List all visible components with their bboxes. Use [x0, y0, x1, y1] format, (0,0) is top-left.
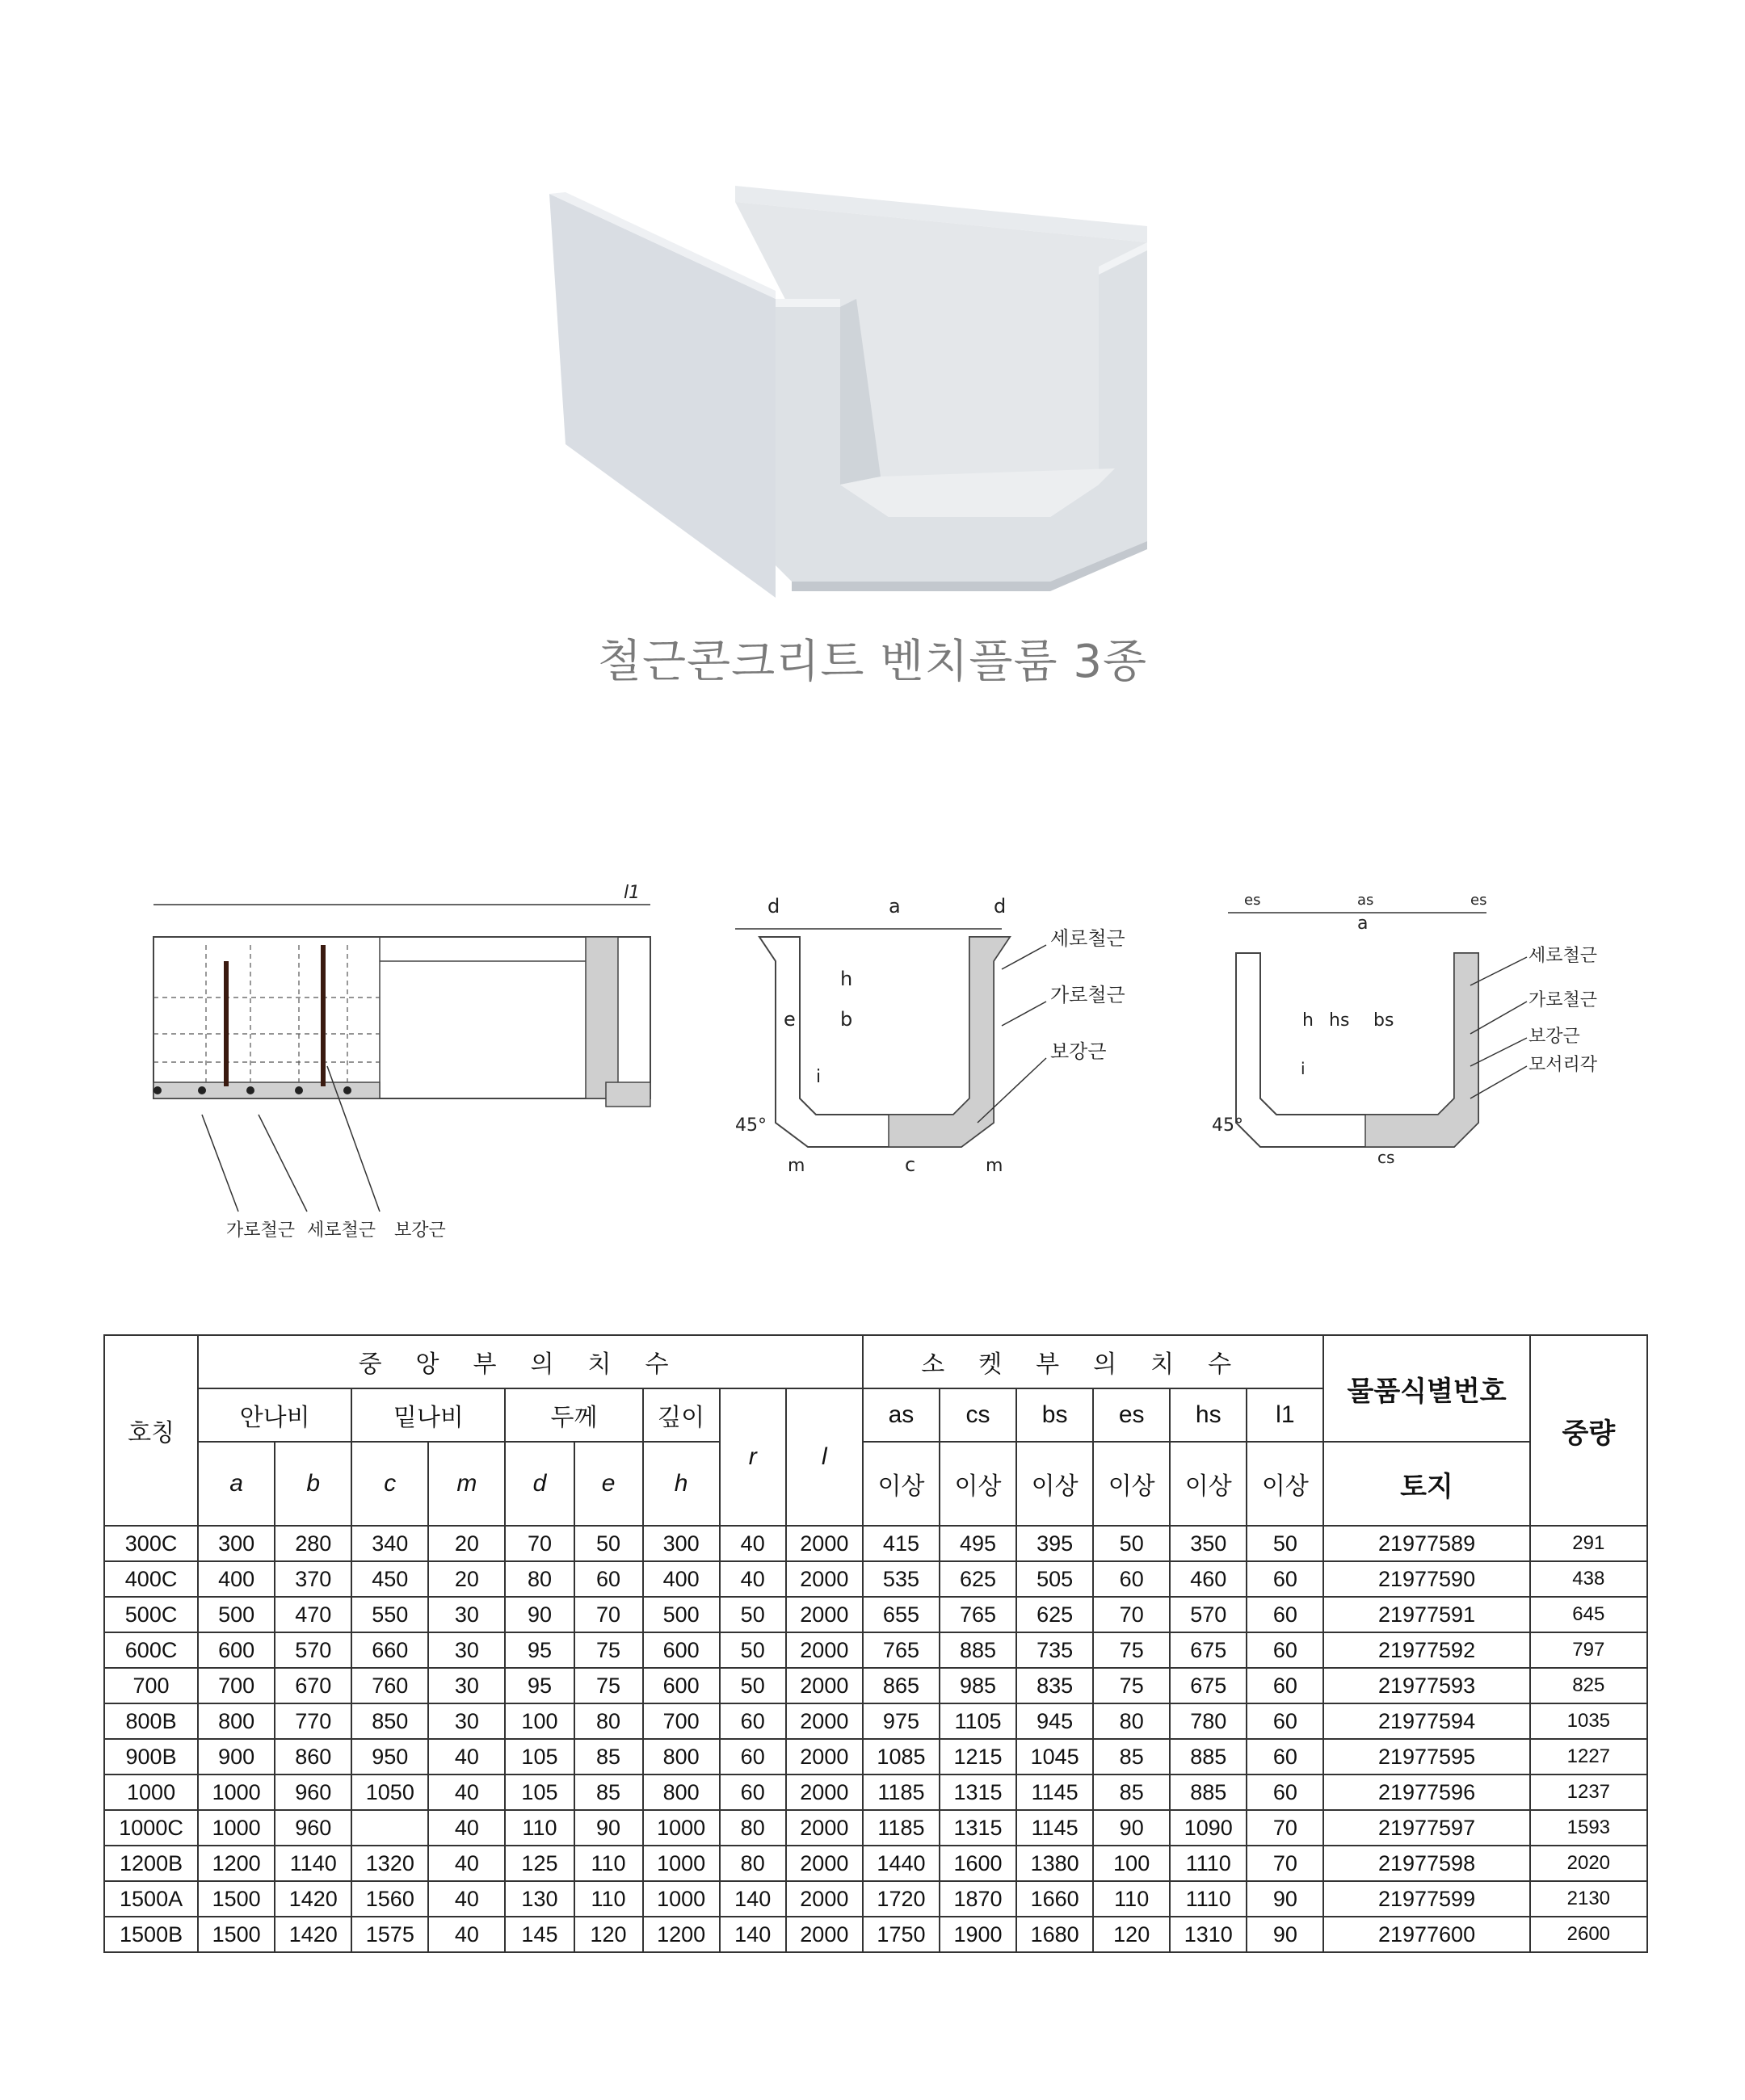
table-cell: 80: [720, 1846, 786, 1881]
table-row: [104, 1846, 1647, 1881]
row-weight-cell: 438: [1530, 1561, 1647, 1597]
table-cell: 40: [428, 1774, 505, 1810]
header-sym-m: m: [428, 1442, 505, 1526]
table-row: [104, 1774, 1647, 1810]
row-name-cell: 400C: [104, 1561, 198, 1597]
header-socket-as: as: [863, 1388, 940, 1442]
dim-m-left: m: [788, 1156, 805, 1176]
table-cell: 885: [940, 1632, 1016, 1668]
row-weight-cell: 645: [1530, 1597, 1647, 1632]
header-l: l: [786, 1388, 863, 1526]
product-caption: 철근콘크리트 벤치플룸 3종: [597, 636, 1148, 688]
table-cell: 21977592: [1323, 1632, 1529, 1668]
table-cell: 30: [428, 1703, 505, 1739]
table-cell: 535: [863, 1561, 940, 1597]
table-cell: 60: [1247, 1774, 1323, 1810]
table-cell: 1090: [1170, 1810, 1247, 1846]
header-bottom-width: 밑나비: [351, 1388, 505, 1442]
table-cell: 70: [505, 1526, 574, 1561]
dim-l1-label: l1: [624, 883, 641, 903]
table-cell: 1720: [863, 1881, 940, 1917]
table-cell: 40: [428, 1846, 505, 1881]
dim-b: b: [840, 1008, 853, 1031]
angle-label: 45°: [735, 1115, 767, 1136]
row-name-cell: 1200B: [104, 1846, 198, 1881]
table-cell: 30: [428, 1632, 505, 1668]
row-name-cell: 1500B: [104, 1917, 198, 1952]
header-sym-d: d: [505, 1442, 574, 1526]
callout-corner-angle: 모서리각: [1528, 1055, 1598, 1075]
header-min: 이상: [1247, 1442, 1323, 1526]
dim-i: i: [1301, 1059, 1306, 1078]
row-weight-cell: 1035: [1530, 1703, 1647, 1739]
callout-vertical-bar: 세로철근: [1528, 946, 1598, 966]
table-cell: 1110: [1170, 1881, 1247, 1917]
table-cell: 655: [863, 1597, 940, 1632]
row-weight-cell: 2600: [1530, 1917, 1647, 1952]
table-cell: 21977598: [1323, 1846, 1529, 1881]
row-weight-cell: 797: [1530, 1632, 1647, 1668]
header-r: r: [720, 1388, 786, 1526]
table-cell: 95: [505, 1668, 574, 1703]
table-cell: 70: [1247, 1810, 1323, 1846]
table-cell: 40: [428, 1917, 505, 1952]
header-sym-a: a: [198, 1442, 275, 1526]
table-cell: 70: [574, 1597, 643, 1632]
dim-bs: bs: [1373, 1010, 1394, 1031]
callout-horizontal-bar: 가로철근: [1528, 990, 1598, 1010]
table-cell: 1185: [863, 1774, 940, 1810]
table-cell: 340: [351, 1526, 428, 1561]
dim-es-right: es: [1470, 892, 1487, 909]
table-cell: 500: [643, 1597, 720, 1632]
table-cell: 460: [1170, 1561, 1247, 1597]
table-cell: 21977597: [1323, 1810, 1529, 1846]
table-cell: 30: [428, 1668, 505, 1703]
table-cell: 110: [574, 1881, 643, 1917]
header-sym-c: c: [351, 1442, 428, 1526]
table-row: [104, 1703, 1647, 1739]
dim-c: c: [905, 1153, 916, 1176]
table-cell: 780: [1170, 1703, 1247, 1739]
table-cell: 1320: [351, 1846, 428, 1881]
table-cell: 975: [863, 1703, 940, 1739]
table-cell: 2000: [786, 1668, 863, 1703]
table-cell: 675: [1170, 1668, 1247, 1703]
table-cell: 80: [574, 1703, 643, 1739]
table-cell: 1000: [198, 1810, 275, 1846]
table-row: [104, 1810, 1647, 1846]
header-sym-h: h: [643, 1442, 720, 1526]
row-name-cell: 1000C: [104, 1810, 198, 1846]
header-socket-cs: cs: [940, 1388, 1016, 1442]
dim-cs: cs: [1377, 1148, 1395, 1167]
table-cell: 1600: [940, 1846, 1016, 1881]
table-cell: 500: [198, 1597, 275, 1632]
row-name-cell: 500C: [104, 1597, 198, 1632]
dim-m-right: m: [986, 1156, 1003, 1176]
header-sym-e: e: [574, 1442, 643, 1526]
dim-es-left: es: [1244, 892, 1261, 909]
header-weight: 중량: [1530, 1335, 1647, 1526]
table-cell: 21977593: [1323, 1668, 1529, 1703]
table-cell: 1000: [643, 1881, 720, 1917]
dim-as: as: [1357, 892, 1374, 909]
row-name-cell: 1500A: [104, 1881, 198, 1917]
table-cell: 60: [574, 1561, 643, 1597]
table-cell: 90: [574, 1810, 643, 1846]
table-cell: 1110: [1170, 1846, 1247, 1881]
table-cell: 50: [720, 1632, 786, 1668]
dim-h: h: [1302, 1010, 1314, 1031]
table-cell: 60: [1093, 1561, 1170, 1597]
table-cell: 90: [1247, 1881, 1323, 1917]
longitudinal-section-diagram: [145, 880, 662, 1252]
table-row: [104, 1739, 1647, 1774]
header-thickness: 두께: [505, 1388, 642, 1442]
header-min: 이상: [1093, 1442, 1170, 1526]
table-cell: 300: [643, 1526, 720, 1561]
table-cell: 765: [863, 1632, 940, 1668]
table-cell: 400: [643, 1561, 720, 1597]
table-cell: 735: [1016, 1632, 1093, 1668]
header-min: 이상: [863, 1442, 940, 1526]
table-cell: 1145: [1016, 1810, 1093, 1846]
table-cell: 2000: [786, 1881, 863, 1917]
table-cell: 570: [275, 1632, 351, 1668]
table-cell: 20: [428, 1526, 505, 1561]
table-cell: 950: [351, 1739, 428, 1774]
header-central: 중앙부의치수: [198, 1335, 863, 1388]
table-cell: 85: [1093, 1739, 1170, 1774]
header-min: 이상: [1170, 1442, 1247, 1526]
table-cell: 760: [351, 1668, 428, 1703]
table-cell: 75: [574, 1668, 643, 1703]
table-cell: [351, 1810, 428, 1846]
table-cell: 1315: [940, 1774, 1016, 1810]
table-cell: 400: [198, 1561, 275, 1597]
table-cell: 300: [198, 1526, 275, 1561]
table-row: [104, 1597, 1647, 1632]
row-weight-cell: 1237: [1530, 1774, 1647, 1810]
table-cell: 885: [1170, 1774, 1247, 1810]
table-body: [104, 1526, 1647, 1952]
header-socket-bs: bs: [1016, 1388, 1093, 1442]
table-row: [104, 1668, 1647, 1703]
table-cell: 1380: [1016, 1846, 1093, 1881]
table-cell: 110: [1093, 1881, 1170, 1917]
table-cell: 1050: [351, 1774, 428, 1810]
table-cell: 40: [720, 1526, 786, 1561]
table-row: [104, 1561, 1647, 1597]
table-cell: 2000: [786, 1810, 863, 1846]
table-cell: 70: [1247, 1846, 1323, 1881]
table-cell: 70: [1093, 1597, 1170, 1632]
table-cell: 85: [574, 1774, 643, 1810]
table-cell: 800: [643, 1774, 720, 1810]
table-cell: 2000: [786, 1739, 863, 1774]
table-cell: 1200: [643, 1917, 720, 1952]
table-cell: 2000: [786, 1597, 863, 1632]
callout-reinforcement: 보강근: [1528, 1027, 1580, 1047]
table-cell: 140: [720, 1881, 786, 1917]
table-cell: 960: [275, 1774, 351, 1810]
table-cell: 660: [351, 1632, 428, 1668]
table-cell: 21977600: [1323, 1917, 1529, 1952]
table-cell: 2000: [786, 1917, 863, 1952]
table-cell: 21977591: [1323, 1597, 1529, 1632]
table-cell: 40: [428, 1739, 505, 1774]
header-soil: 토지: [1323, 1442, 1529, 1526]
table-cell: 2000: [786, 1703, 863, 1739]
table-cell: 20: [428, 1561, 505, 1597]
table-cell: 2000: [786, 1774, 863, 1810]
table-cell: 60: [720, 1774, 786, 1810]
header-socket-hs: hs: [1170, 1388, 1247, 1442]
table-cell: 1870: [940, 1881, 1016, 1917]
table-cell: 21977590: [1323, 1561, 1529, 1597]
table-cell: 885: [1170, 1739, 1247, 1774]
table-cell: 470: [275, 1597, 351, 1632]
table-cell: 1900: [940, 1917, 1016, 1952]
row-name-cell: 300C: [104, 1526, 198, 1561]
table-cell: 21977589: [1323, 1526, 1529, 1561]
table-cell: 850: [351, 1703, 428, 1739]
table-cell: 90: [505, 1597, 574, 1632]
table-cell: 90: [1247, 1917, 1323, 1952]
table-cell: 21977595: [1323, 1739, 1529, 1774]
table-cell: 415: [863, 1526, 940, 1561]
table-cell: 50: [720, 1668, 786, 1703]
header-socket-l1: l1: [1247, 1388, 1323, 1442]
header-sym-b: b: [275, 1442, 351, 1526]
table-cell: 80: [505, 1561, 574, 1597]
table-cell: 1085: [863, 1739, 940, 1774]
table-cell: 395: [1016, 1526, 1093, 1561]
table-cell: 600: [643, 1632, 720, 1668]
table-cell: 600: [198, 1632, 275, 1668]
row-name-cell: 800B: [104, 1703, 198, 1739]
header-depth: 깊이: [643, 1388, 720, 1442]
table-cell: 945: [1016, 1703, 1093, 1739]
table-cell: 280: [275, 1526, 351, 1561]
table-cell: 670: [275, 1668, 351, 1703]
callout-vertical-bar: 세로철근: [307, 1220, 376, 1241]
table-cell: 60: [720, 1739, 786, 1774]
table-cell: 350: [1170, 1526, 1247, 1561]
row-weight-cell: 291: [1530, 1526, 1647, 1561]
header-idno: 물품식별번호: [1323, 1335, 1529, 1442]
table-row: [104, 1917, 1647, 1952]
table-cell: 60: [1247, 1668, 1323, 1703]
table-cell: 1000: [198, 1774, 275, 1810]
table-cell: 2000: [786, 1561, 863, 1597]
table-cell: 50: [720, 1597, 786, 1632]
table-cell: 505: [1016, 1561, 1093, 1597]
table-cell: 960: [275, 1810, 351, 1846]
callout-horizontal-bar: 가로철근: [1050, 984, 1125, 1006]
dim-h: h: [840, 968, 853, 990]
table-cell: 75: [1093, 1632, 1170, 1668]
table-cell: 900: [198, 1739, 275, 1774]
table-row: [104, 1526, 1647, 1561]
table-cell: 770: [275, 1703, 351, 1739]
table-cell: 40: [428, 1810, 505, 1846]
table-cell: 570: [1170, 1597, 1247, 1632]
table-cell: 600: [643, 1668, 720, 1703]
table-cell: 495: [940, 1526, 1016, 1561]
table-cell: 370: [275, 1561, 351, 1597]
header-min: 이상: [940, 1442, 1016, 1526]
dim-d-left: d: [767, 895, 780, 918]
table-cell: 1420: [275, 1917, 351, 1952]
table-cell: 700: [198, 1668, 275, 1703]
row-name-cell: 600C: [104, 1632, 198, 1668]
row-weight-cell: 825: [1530, 1668, 1647, 1703]
table-cell: 1660: [1016, 1881, 1093, 1917]
table-cell: 1215: [940, 1739, 1016, 1774]
table-cell: 40: [428, 1881, 505, 1917]
table-cell: 21977594: [1323, 1703, 1529, 1739]
table-cell: 75: [574, 1632, 643, 1668]
central-section-diagram: [727, 880, 1147, 1187]
table-cell: 1750: [863, 1917, 940, 1952]
table-cell: 1000: [643, 1810, 720, 1846]
table-cell: 1315: [940, 1810, 1016, 1846]
socket-section-diagram: [1212, 888, 1616, 1179]
table-cell: 75: [1093, 1668, 1170, 1703]
header-min: 이상: [1016, 1442, 1093, 1526]
table-cell: 145: [505, 1917, 574, 1952]
table-cell: 1185: [863, 1810, 940, 1846]
row-name-cell: 700: [104, 1668, 198, 1703]
row-weight-cell: 2130: [1530, 1881, 1647, 1917]
table-cell: 50: [574, 1526, 643, 1561]
table-cell: 60: [1247, 1561, 1323, 1597]
table-cell: 2000: [786, 1526, 863, 1561]
table-cell: 1420: [275, 1881, 351, 1917]
dim-a: a: [889, 895, 901, 918]
table-cell: 765: [940, 1597, 1016, 1632]
table-cell: 60: [1247, 1597, 1323, 1632]
table-cell: 1440: [863, 1846, 940, 1881]
table-cell: 120: [574, 1917, 643, 1952]
table-cell: 1000: [643, 1846, 720, 1881]
table-row: [104, 1632, 1647, 1668]
table-cell: 550: [351, 1597, 428, 1632]
table-cell: 1105: [940, 1703, 1016, 1739]
table-cell: 140: [720, 1917, 786, 1952]
row-weight-cell: 2020: [1530, 1846, 1647, 1881]
table-cell: 2000: [786, 1632, 863, 1668]
header-socket-es: es: [1093, 1388, 1170, 1442]
table-cell: 865: [863, 1668, 940, 1703]
table-cell: 30: [428, 1597, 505, 1632]
table-cell: 100: [505, 1703, 574, 1739]
table-cell: 1310: [1170, 1917, 1247, 1952]
row-name-cell: 900B: [104, 1739, 198, 1774]
table-cell: 675: [1170, 1632, 1247, 1668]
dim-d-right: d: [994, 895, 1007, 918]
header-inner-width: 안나비: [198, 1388, 351, 1442]
dim-i: i: [816, 1067, 822, 1087]
table-cell: 105: [505, 1774, 574, 1810]
row-weight-cell: 1227: [1530, 1739, 1647, 1774]
table-cell: 125: [505, 1846, 574, 1881]
table-cell: 800: [198, 1703, 275, 1739]
dim-hs: hs: [1329, 1010, 1350, 1031]
table-cell: 1140: [275, 1846, 351, 1881]
table-cell: 450: [351, 1561, 428, 1597]
angle-label: 45°: [1212, 1115, 1243, 1136]
table-cell: 50: [1093, 1526, 1170, 1561]
table-cell: 60: [1247, 1739, 1323, 1774]
table-cell: 835: [1016, 1668, 1093, 1703]
flume-product-image: [533, 178, 1212, 598]
dim-a: a: [1357, 914, 1369, 934]
table-cell: 120: [1093, 1917, 1170, 1952]
spec-table: [103, 1334, 1648, 1953]
header-name: 호칭: [104, 1335, 198, 1526]
table-cell: 1560: [351, 1881, 428, 1917]
table-cell: 110: [505, 1810, 574, 1846]
table-row: [104, 1881, 1647, 1917]
table-cell: 80: [720, 1810, 786, 1846]
table-cell: 2000: [786, 1846, 863, 1881]
table-cell: 90: [1093, 1810, 1170, 1846]
table-cell: 625: [940, 1561, 1016, 1597]
dim-e: e: [784, 1008, 796, 1031]
table-cell: 1045: [1016, 1739, 1093, 1774]
table-cell: 60: [1247, 1703, 1323, 1739]
table-cell: 105: [505, 1739, 574, 1774]
table-cell: 1500: [198, 1881, 275, 1917]
table-cell: 40: [720, 1561, 786, 1597]
table-cell: 1200: [198, 1846, 275, 1881]
table-cell: 85: [1093, 1774, 1170, 1810]
table-cell: 800: [643, 1739, 720, 1774]
callout-reinforcement: 보강근: [1050, 1040, 1107, 1063]
table-cell: 700: [643, 1703, 720, 1739]
table-cell: 625: [1016, 1597, 1093, 1632]
header-socket: 소켓부의치수: [863, 1335, 1323, 1388]
table-cell: 85: [574, 1739, 643, 1774]
table-cell: 50: [1247, 1526, 1323, 1561]
callout-vertical-bar: 세로철근: [1050, 927, 1125, 950]
table-cell: 60: [720, 1703, 786, 1739]
table-cell: 860: [275, 1739, 351, 1774]
callout-horizontal-bar: 가로철근: [226, 1220, 296, 1241]
table-cell: 1680: [1016, 1917, 1093, 1952]
table-cell: 130: [505, 1881, 574, 1917]
table-cell: 110: [574, 1846, 643, 1881]
table-cell: 1145: [1016, 1774, 1093, 1810]
row-weight-cell: 1593: [1530, 1810, 1647, 1846]
row-name-cell: 1000: [104, 1774, 198, 1810]
table-cell: 1575: [351, 1917, 428, 1952]
table-cell: 60: [1247, 1632, 1323, 1668]
table-cell: 21977596: [1323, 1774, 1529, 1810]
table-cell: 95: [505, 1632, 574, 1668]
table-cell: 100: [1093, 1846, 1170, 1881]
table-cell: 21977599: [1323, 1881, 1529, 1917]
table-cell: 1500: [198, 1917, 275, 1952]
table-cell: 985: [940, 1668, 1016, 1703]
callout-reinforcement: 보강근: [394, 1220, 446, 1241]
table-cell: 80: [1093, 1703, 1170, 1739]
